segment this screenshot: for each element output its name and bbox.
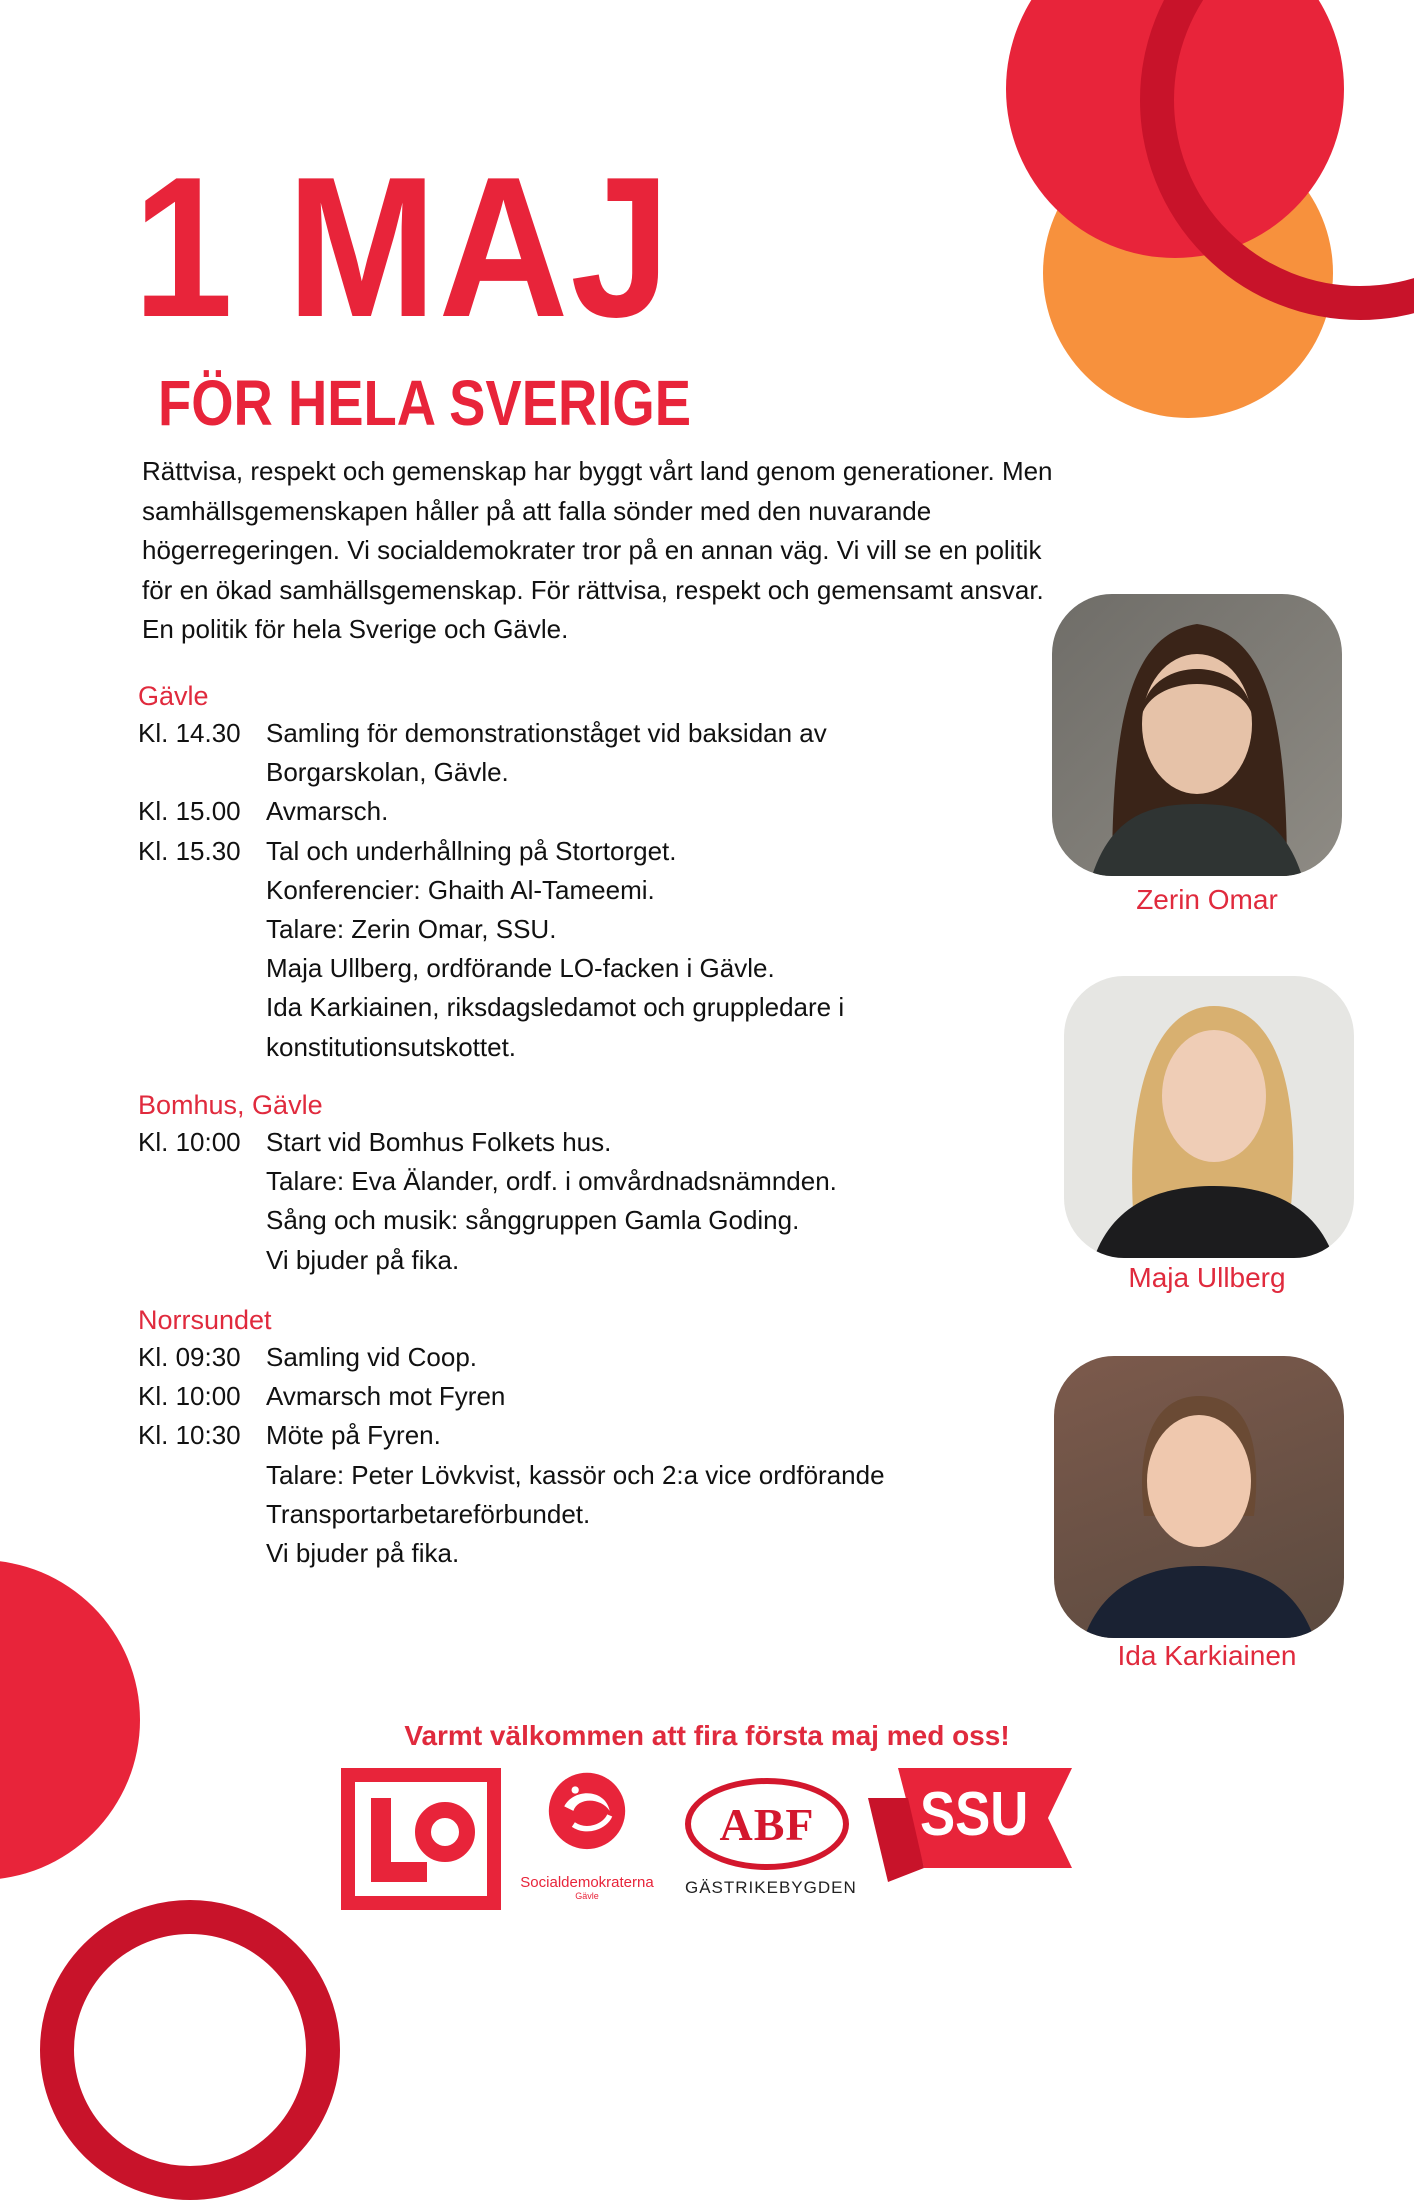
- schedule-text: konstitutionsutskottet.: [266, 1031, 517, 1062]
- speaker-name-zerin: Zerin Omar: [1136, 884, 1278, 915]
- schedule-text: Tal och underhållning på Stortorget.: [266, 835, 677, 866]
- schedule-row: [138, 1377, 998, 1416]
- schedule-row: [138, 910, 998, 949]
- schedule-time: [138, 988, 266, 1027]
- schedule-text: Maja Ullberg, ordförande LO-facken i Gävle.: [266, 953, 775, 984]
- schedule-time: [138, 1456, 266, 1495]
- section-gavle: [138, 678, 998, 1067]
- schedule-text: Talare: Zerin Omar, SSU.: [266, 914, 557, 945]
- schedule-time: [138, 1201, 266, 1240]
- abf-logo-subtext: GÄSTRIKEBYGDEN: [685, 1878, 857, 1897]
- schedule-row: [138, 1456, 998, 1495]
- section-heading: Bomhus, Gävle: [138, 1090, 323, 1120]
- intro-text: Rättvisa, respekt och gemenskap har byggt vårt land genom generationer. Men samhällsgemenskapen håller på att falla sönder med den nuvarande högerregeringen. Vi socialdemokrater tror på en annan väg. Vi vill se en politik för en ökad samhällsgemenskap. För rättvisa, respekt och gemensamt ansvar. En politik för hela Sverige och Gävle.: [142, 456, 1053, 644]
- schedule-row: [138, 832, 998, 871]
- schedule-time: Kl. 15.00: [138, 796, 241, 827]
- section-heading: Gävle: [138, 681, 209, 711]
- schedule-text: Start vid Bomhus Folkets hus.: [266, 1127, 612, 1157]
- schedule-row: [138, 1495, 998, 1534]
- speaker-name-maja: Maja Ullberg: [1128, 1262, 1286, 1293]
- schedule-row: [138, 949, 998, 988]
- schedule-row: [138, 988, 998, 1027]
- schedule-text: Samling för demonstrationståget vid baksidan av: [266, 718, 827, 748]
- speaker-photo-ida: [1054, 1356, 1344, 1638]
- schedule-time: [138, 753, 266, 792]
- schedule-text: Avmarsch mot Fyren: [266, 1381, 506, 1412]
- schedule-text: Konferencier: Ghaith Al-Tameemi.: [266, 874, 655, 905]
- schedule-time: Kl. 10:30: [138, 1420, 241, 1451]
- schedule-text: Samling vid Coop.: [266, 1342, 477, 1372]
- schedule-row: [138, 714, 998, 753]
- schedule-row: [138, 1241, 998, 1280]
- portrait-illustration: [1052, 594, 1342, 876]
- headline: 1 MAJ: [133, 136, 673, 359]
- abf-logo: [685, 1778, 857, 1910]
- schedule-row: [138, 1338, 998, 1377]
- schedule-text: Ida Karkiainen, riksdagsledamot och gruppledare i: [266, 992, 845, 1023]
- speaker-photo-maja: [1064, 976, 1354, 1258]
- schedule-time: [138, 1162, 266, 1201]
- schedule-time: [138, 910, 266, 949]
- schedule-time: [138, 1534, 266, 1573]
- welcome-message: Varmt välkommen att fira första maj med oss!: [404, 1720, 1010, 1751]
- schedule-text: Transportarbetareförbundet.: [266, 1498, 591, 1529]
- section-norrsundet: [138, 1302, 998, 1573]
- schedule-time: [138, 871, 266, 910]
- ssu-logo-text: SSU: [920, 1780, 1029, 1849]
- schedule-time: Kl. 10:00: [138, 1381, 241, 1412]
- schedule-row: [138, 871, 998, 910]
- schedule-text: Möte på Fyren.: [266, 1420, 441, 1451]
- decor-ring-bottom: [40, 1900, 340, 2200]
- ssu-logo: [868, 1768, 1072, 1882]
- schedule-text: Sång och musik: sånggruppen Gamla Goding.: [266, 1205, 800, 1236]
- schedule-time: Kl. 14.30: [138, 718, 241, 748]
- schedule-text: Avmarsch.: [266, 796, 389, 827]
- schedule-row: [138, 1028, 998, 1067]
- schedule-text: Borgarskolan, Gävle.: [266, 757, 509, 788]
- portrait-illustration: [1054, 1356, 1344, 1638]
- schedule-time: [138, 949, 266, 988]
- sap-logo-subtext: Gävle: [575, 1891, 599, 1901]
- schedule-row: [138, 1416, 998, 1455]
- schedule-time: [138, 1028, 266, 1067]
- schedule-time: Kl. 10:00: [138, 1127, 241, 1157]
- schedule-row: [138, 1162, 998, 1201]
- abf-logo-text: ABF: [719, 1798, 815, 1850]
- schedule-text: Talare: Eva Älander, ordf. i omvårdnadsnämnden.: [266, 1166, 837, 1197]
- speaker-name-ida: Ida Karkiainen: [1117, 1640, 1297, 1671]
- schedule-row: [138, 753, 998, 792]
- section-heading: Norrsundet: [138, 1305, 272, 1335]
- sap-logo-text: Socialdemokraterna: [520, 1874, 654, 1891]
- schedule-text: Vi bjuder på fika.: [266, 1244, 460, 1275]
- lo-logo: [341, 1768, 501, 1910]
- subheadline: FÖR HELA SVERIGE: [158, 367, 691, 439]
- schedule-time: Kl. 15.30: [138, 835, 241, 866]
- schedule-text: Vi bjuder på fika.: [266, 1538, 460, 1569]
- schedule-row: [138, 1123, 998, 1162]
- schedule-time: [138, 1495, 266, 1534]
- schedule-row: [138, 792, 998, 831]
- speaker-photo-zerin: [1052, 594, 1342, 876]
- schedule-time: [138, 1241, 266, 1280]
- portrait-illustration: [1064, 976, 1354, 1258]
- socialdemokraterna-logo: [512, 1770, 662, 1910]
- schedule-row: [138, 1534, 998, 1573]
- schedule-text: Talare: Peter Lövkvist, kassör och 2:a vice ordförande: [266, 1459, 885, 1490]
- rose-icon: [512, 1770, 662, 1870]
- schedule-time: Kl. 09:30: [138, 1342, 241, 1372]
- schedule-row: [138, 1201, 998, 1240]
- section-bomhus: [138, 1087, 998, 1280]
